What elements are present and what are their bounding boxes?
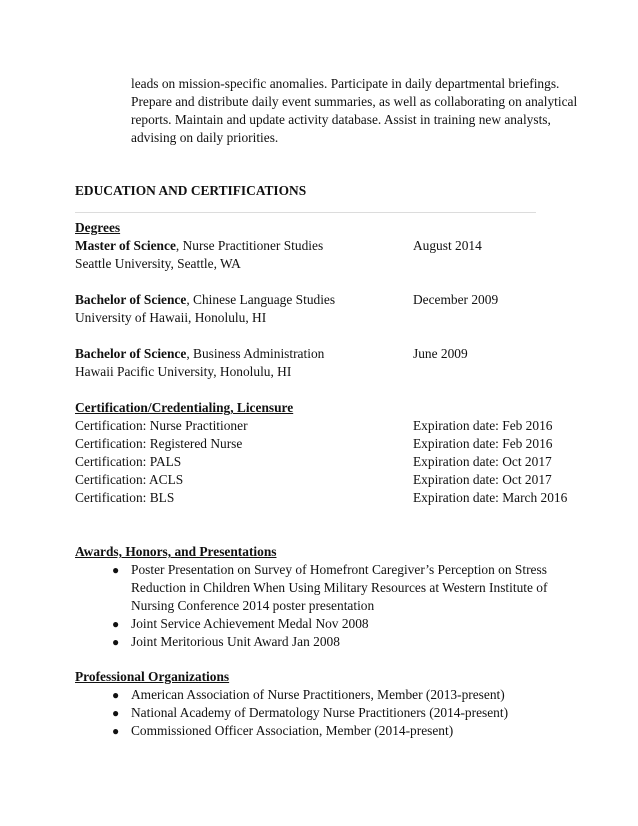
award-line: Reduction in Children When Using Military Resources at Western Institute of xyxy=(131,580,548,595)
bullet-icon: ● xyxy=(112,706,120,720)
list-item xyxy=(75,615,595,633)
organization-line: National Academy of Dermatology Nurse Practitioners (2014-present) xyxy=(131,705,509,720)
description-line: reports. Maintain and update activity database. Assist in training new analysts, xyxy=(131,112,551,127)
organization-line: Commissioned Officer Association, Member (2014-present) xyxy=(131,723,454,738)
certification-name: Certification: Nurse Practitioner xyxy=(75,418,248,433)
bullet-icon: ● xyxy=(112,635,120,649)
degree-name: Bachelor of Science xyxy=(75,292,187,307)
award-line: Nursing Conference 2014 poster presentation xyxy=(131,598,375,613)
list-item xyxy=(75,722,595,740)
degree-date: December 2009 xyxy=(413,292,499,307)
description-line: advising on daily priorities. xyxy=(131,130,279,145)
organizations-heading: Professional Organizations xyxy=(75,669,230,684)
degree-school: University of Hawaii, Honolulu, HI xyxy=(75,310,267,325)
awards-list xyxy=(75,561,595,651)
list-item xyxy=(75,686,595,704)
organization-line: American Association of Nurse Practitioners, Member (2013-present) xyxy=(131,687,505,702)
certification-expiry: Expiration date: March 2016 xyxy=(413,490,568,505)
description-line: Prepare and distribute daily event summaries, as well as collaborating on analytical xyxy=(131,94,578,109)
bullet-icon: ● xyxy=(112,563,120,577)
bullet-icon: ● xyxy=(112,688,120,702)
certification-name: Certification: ACLS xyxy=(75,472,184,487)
certification-expiry: Expiration date: Feb 2016 xyxy=(413,436,553,451)
award-line: Joint Meritorious Unit Award Jan 2008 xyxy=(131,634,340,649)
certification-name: Certification: Registered Nurse xyxy=(75,436,243,451)
award-line: Joint Service Achievement Medal Nov 2008 xyxy=(131,616,369,631)
bullet-icon: ● xyxy=(112,617,120,631)
degree-name: Bachelor of Science xyxy=(75,346,187,361)
degree-date: June 2009 xyxy=(413,346,468,361)
degree-entry xyxy=(75,291,335,309)
list-item xyxy=(75,704,595,722)
degree-school: Hawaii Pacific University, Honolulu, HI xyxy=(75,364,292,379)
degree-field: , Business Administration xyxy=(186,346,325,361)
certification-expiry: Expiration date: Feb 2016 xyxy=(413,418,553,433)
list-item xyxy=(75,561,595,615)
degree-name: Master of Science xyxy=(75,238,176,253)
list-item xyxy=(75,633,595,651)
organizations-list xyxy=(75,686,595,740)
bullet-icon: ● xyxy=(112,724,120,738)
degree-field: , Nurse Practitioner Studies xyxy=(175,238,324,253)
certifications-heading: Certification/Credentialing, Licensure xyxy=(75,400,294,415)
degrees-heading: Degrees xyxy=(75,220,121,235)
section-divider xyxy=(75,212,536,213)
certification-name: Certification: PALS xyxy=(75,454,182,469)
certification-name: Certification: BLS xyxy=(75,490,175,505)
awards-heading: Awards, Honors, and Presentations xyxy=(75,544,277,559)
degree-date: August 2014 xyxy=(413,238,482,253)
degree-field: , Chinese Language Studies xyxy=(186,292,336,307)
certification-expiry: Expiration date: Oct 2017 xyxy=(413,454,552,469)
award-line: Poster Presentation on Survey of Homefront Caregiver’s Perception on Stress xyxy=(131,562,547,577)
degree-entry xyxy=(75,237,323,255)
degree-school: Seattle University, Seattle, WA xyxy=(75,256,241,271)
certification-expiry: Expiration date: Oct 2017 xyxy=(413,472,552,487)
experience-description xyxy=(131,75,578,147)
degree-entry xyxy=(75,345,324,363)
education-section-title: EDUCATION AND CERTIFICATIONS xyxy=(75,183,307,198)
description-line: leads on mission-specific anomalies. Participate in daily departmental briefings. xyxy=(131,76,560,91)
